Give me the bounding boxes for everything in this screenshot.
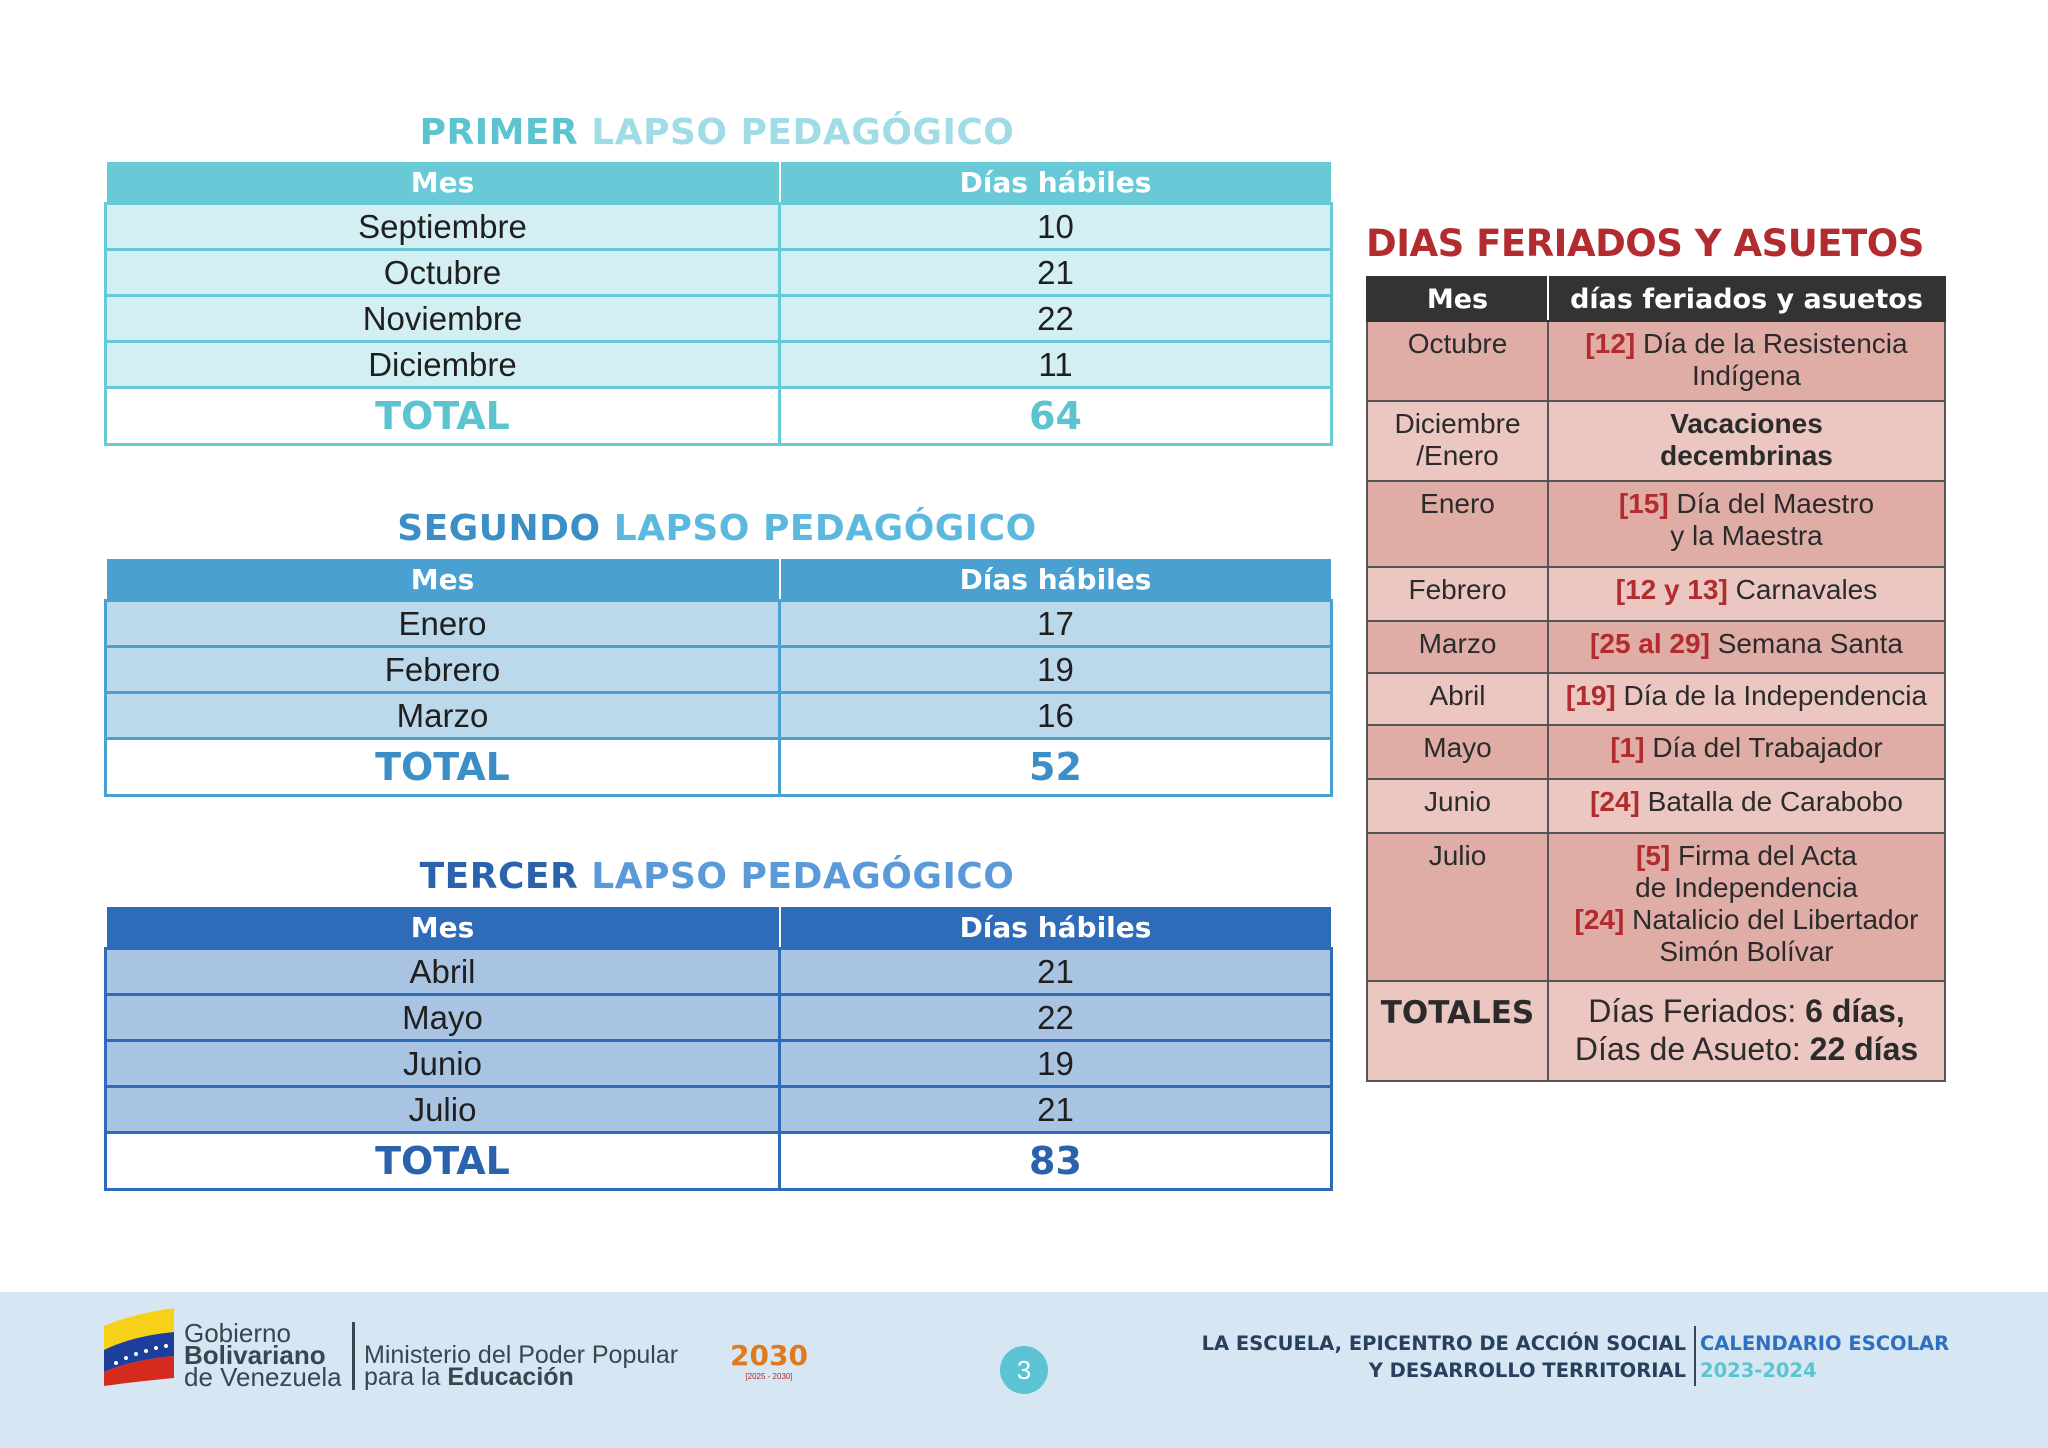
cell-dias: 10: [780, 204, 1332, 250]
gob-line2: Bolivariano: [184, 1340, 326, 1370]
col-header-dias: Días hábiles: [780, 906, 1332, 949]
ministerio-text: [364, 1341, 679, 1391]
table-row: [1367, 673, 1945, 725]
cell-dias: 21: [780, 250, 1332, 296]
table-row: [106, 204, 1332, 250]
cell-mes: Octubre: [1367, 321, 1548, 401]
feriados-label: Días Feriados:: [1588, 993, 1797, 1029]
date-tag: [25 al 29]: [1590, 628, 1710, 659]
cell-mes: Enero: [106, 601, 780, 647]
holiday-text: Carnavales: [1735, 574, 1878, 605]
table-row: [106, 342, 1332, 388]
cell-feriado: [1548, 621, 1945, 673]
slogan-line1: LA ESCUELA, EPICENTRO DE ACCIÓN SOCIAL: [1201, 1332, 1686, 1355]
col-header-mes: Mes: [106, 906, 780, 949]
col-header-feriados: días feriados y asuetos: [1548, 277, 1945, 321]
holiday-text: Natalicio del Libertador Simón Bolívar: [1632, 904, 1919, 967]
table-row: [106, 1041, 1332, 1087]
table-row: [1367, 833, 1945, 981]
slogan: [1202, 1330, 1686, 1384]
min-line2a: para la: [364, 1363, 441, 1391]
asueto-value: 22 días: [1809, 1031, 1919, 1067]
table-row: [1367, 401, 1945, 481]
lapso2-table: [104, 557, 1333, 797]
holiday-text: Vacaciones decembrinas: [1660, 408, 1833, 471]
table-row: [1367, 567, 1945, 621]
lapso2-title: [104, 508, 1330, 549]
cell-dias: 11: [780, 342, 1332, 388]
feriados-table: [1366, 276, 1946, 1082]
col-header-mes: Mes: [106, 558, 780, 601]
table-row: [106, 693, 1332, 739]
cell-feriado: [1548, 779, 1945, 833]
cell-dias: 19: [780, 647, 1332, 693]
plan-logo-sub: [2025 - 2030]: [745, 1372, 793, 1381]
plan-logo-text: 2030: [730, 1339, 808, 1372]
cell-feriado: [1548, 401, 1945, 481]
date-tag: [12 y 13]: [1615, 574, 1728, 605]
col-header-dias: Días hábiles: [780, 558, 1332, 601]
date-tag: [24]: [1590, 786, 1640, 817]
table-row: [1367, 621, 1945, 673]
cell-mes: Mayo: [106, 995, 780, 1041]
lapso3-title: [104, 856, 1330, 897]
calendar-line2: 2023-2024: [1700, 1359, 1817, 1382]
col-header-dias: Días hábiles: [780, 161, 1332, 204]
totales-value: [1548, 981, 1945, 1081]
col-header-mes: Mes: [106, 161, 780, 204]
cell-mes: Septiembre: [106, 204, 780, 250]
table-row: [106, 995, 1332, 1041]
cell-dias: 16: [780, 693, 1332, 739]
total-row: [106, 1133, 1332, 1190]
cell-dias: 21: [780, 949, 1332, 995]
cell-mes: Enero: [1367, 481, 1548, 567]
col-header-mes: Mes: [1367, 277, 1548, 321]
total-label: TOTAL: [106, 1133, 780, 1190]
table-row: [1367, 725, 1945, 779]
cell-dias: 22: [780, 296, 1332, 342]
table-row: [106, 949, 1332, 995]
asueto-label: Días de Asueto:: [1574, 1031, 1801, 1067]
min-line2: [364, 1363, 678, 1391]
lapso3-table: [104, 905, 1333, 1191]
total-value: 83: [780, 1133, 1332, 1190]
table-row: [1367, 779, 1945, 833]
calendar-line1: CALENDARIO ESCOLAR: [1700, 1332, 1950, 1355]
cell-mes: Junio: [1367, 779, 1548, 833]
holiday-text: Día de la Independencia: [1623, 680, 1928, 711]
cell-mes: Abril: [106, 949, 780, 995]
footer-divider: [1694, 1326, 1696, 1386]
totales-row: [1367, 981, 1945, 1081]
cell-feriado: [1548, 481, 1945, 567]
cell-mes: Marzo: [106, 693, 780, 739]
cell-mes: Julio: [106, 1087, 780, 1133]
table-header-row: [106, 161, 1332, 204]
holiday-text: Semana Santa: [1717, 628, 1903, 659]
total-label: TOTAL: [106, 739, 780, 796]
cell-mes: Febrero: [106, 647, 780, 693]
cell-feriado: [1548, 673, 1945, 725]
min-line2b: Educación: [447, 1363, 574, 1391]
cell-mes: Mayo: [1367, 725, 1548, 779]
cell-dias: 17: [780, 601, 1332, 647]
gobierno-logo-text: [184, 1318, 342, 1392]
holiday-text: Día de la Resistencia Indígena: [1643, 328, 1908, 391]
cell-mes: Abril: [1367, 673, 1548, 725]
holiday-text: Batalla de Carabobo: [1647, 786, 1903, 817]
feriados-value: 6 días,: [1805, 993, 1905, 1029]
table-row: [106, 1087, 1332, 1133]
cell-mes: Julio: [1367, 833, 1548, 981]
lapso1-title-primary: PRIMER: [419, 112, 579, 153]
lapso3-title-secondary: LAPSO PEDAGÓGICO: [591, 856, 1015, 897]
cell-dias: 21: [780, 1087, 1332, 1133]
total-row: [106, 388, 1332, 445]
table-header-row: [106, 906, 1332, 949]
venezuela-flag-logo: [102, 1306, 176, 1386]
date-tag: [15]: [1618, 488, 1669, 519]
cell-mes: Diciembre: [106, 342, 780, 388]
date-tag: [5]: [1636, 840, 1671, 871]
total-row: [106, 739, 1332, 796]
cell-mes: Octubre: [106, 250, 780, 296]
cell-feriado: [1548, 725, 1945, 779]
footer-divider: [352, 1322, 355, 1390]
gob-line3: de Venezuela: [184, 1362, 342, 1392]
total-value: 64: [780, 388, 1332, 445]
lapso1-table: [104, 160, 1333, 446]
holiday-text: Día del Trabajador: [1652, 732, 1883, 763]
table-row: [1367, 481, 1945, 567]
table-row: [106, 250, 1332, 296]
table-header-row: [1367, 277, 1945, 321]
cell-dias: 19: [780, 1041, 1332, 1087]
date-tag: [1]: [1610, 732, 1645, 763]
page-number: 3: [1000, 1346, 1048, 1394]
lapso1-title: [104, 112, 1330, 153]
gob-line1: Gobierno: [184, 1318, 291, 1348]
cell-feriado: [1548, 833, 1945, 981]
table-row: [106, 601, 1332, 647]
cell-feriado: [1548, 321, 1945, 401]
total-value: 52: [780, 739, 1332, 796]
cell-feriado: [1548, 567, 1945, 621]
cell-mes: Febrero: [1367, 567, 1548, 621]
table-row: [106, 296, 1332, 342]
total-label: TOTAL: [106, 388, 780, 445]
date-tag: [19]: [1565, 680, 1616, 711]
slogan-line2: Y DESARROLLO TERRITORIAL: [1368, 1359, 1686, 1382]
min-line1: Ministerio del Poder Popular: [364, 1341, 679, 1369]
date-tag: [12]: [1585, 328, 1636, 359]
table-row: [1367, 321, 1945, 401]
cell-dias: 22: [780, 995, 1332, 1041]
feriados-title: DIAS FERIADOS Y ASUETOS: [1366, 222, 1924, 265]
table-header-row: [106, 558, 1332, 601]
table-row: [106, 647, 1332, 693]
lapso1-title-secondary: LAPSO PEDAGÓGICO: [591, 112, 1015, 153]
lapso2-title-primary: SEGUNDO: [397, 508, 601, 549]
lapso3-title-primary: TERCER: [419, 856, 579, 897]
holiday-text: Día del Maestro y la Maestra: [1670, 488, 1875, 551]
lapso2-title-secondary: LAPSO PEDAGÓGICO: [613, 508, 1037, 549]
cell-mes: Marzo: [1367, 621, 1548, 673]
cell-mes: Noviembre: [106, 296, 780, 342]
holiday-text: Firma del Acta de Independencia: [1635, 840, 1858, 903]
calendar-label: [1700, 1330, 1949, 1384]
plan-2030-logo: [730, 1340, 808, 1390]
totales-label: TOTALES: [1367, 981, 1548, 1081]
cell-mes: Junio: [106, 1041, 780, 1087]
cell-mes: Diciembre /Enero: [1367, 401, 1548, 481]
date-tag: [24]: [1574, 904, 1625, 935]
